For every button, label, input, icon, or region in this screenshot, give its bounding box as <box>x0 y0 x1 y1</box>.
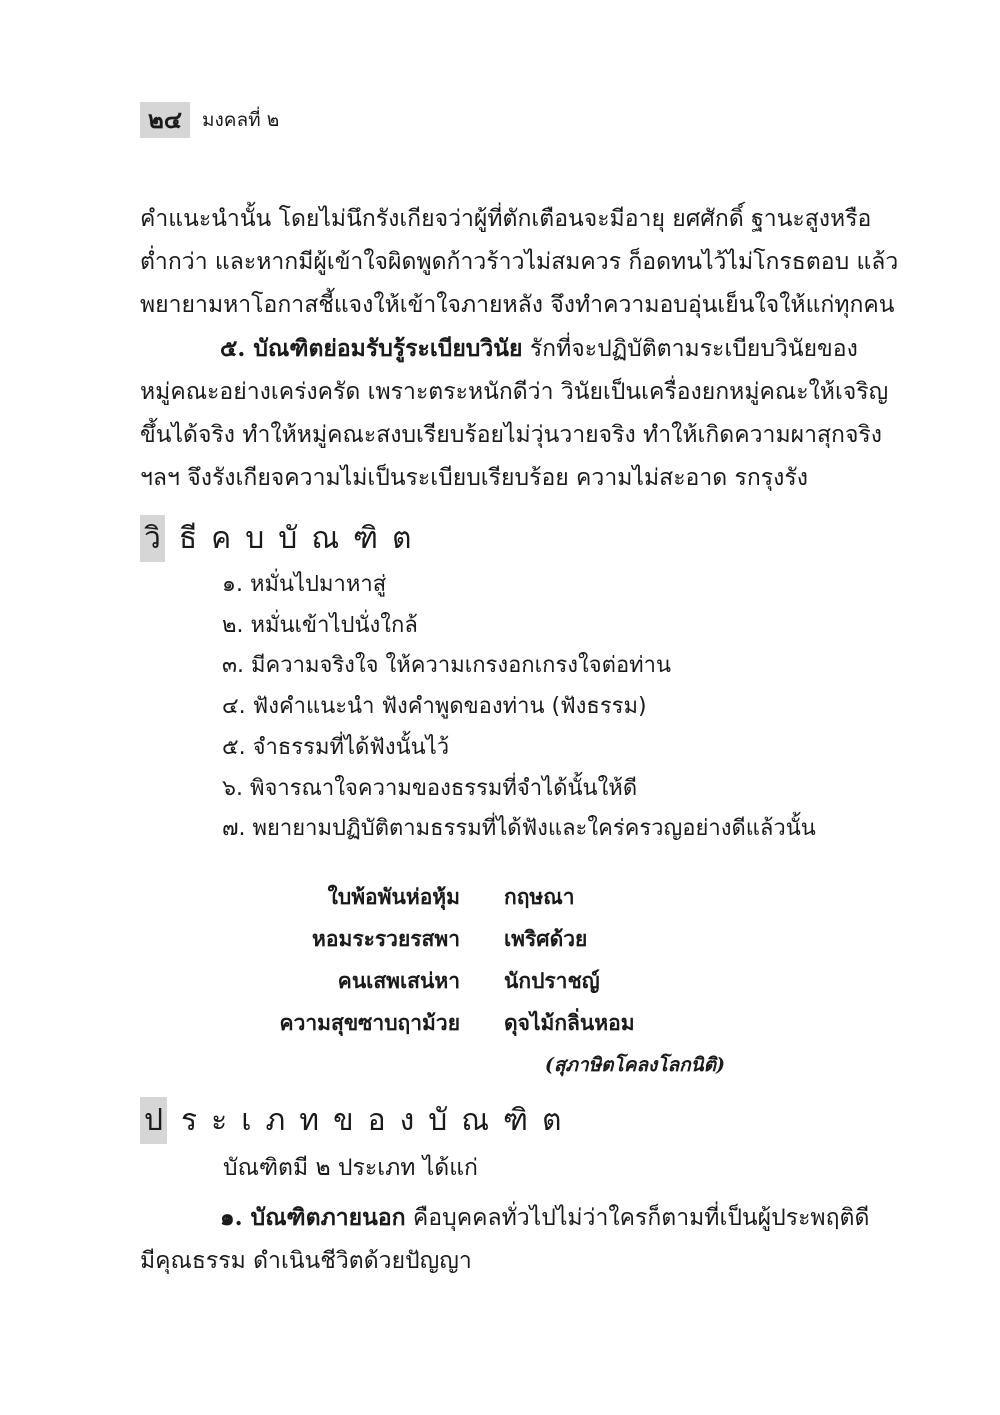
chapter-title: มงคลที่ ๒ <box>201 109 280 131</box>
poem-row <box>262 918 635 960</box>
poem-line-right: นักปราชญ์ <box>504 967 600 993</box>
poem-row <box>262 876 635 918</box>
list-item: ๗. พยายามปฏิบัติตามธรรมที่ได้ฟังและใคร่ครวญอย่างดีแล้วนั้น <box>222 816 816 842</box>
list-item: ๕. จำธรรมที่ได้ฟังนั้นไว้ <box>222 734 450 760</box>
poem-line-left: หอมระรวยรสพา <box>312 925 460 951</box>
poem-line-right: ดุจไม้กลิ่นหอม <box>504 1009 635 1035</box>
list-item: ๒. หมั่นเข้าไปนั่งใกล้ <box>222 612 418 638</box>
poem-source: (สุภาษิตโคลงโลกนิติ) <box>544 1054 725 1076</box>
text-run: รักที่จะปฏิบัติตามระเบียบวินัยของ <box>522 336 858 362</box>
text-line <box>140 327 858 371</box>
text-run: คือบุคคลทั่วไปไม่ว่าใครก็ตามที่เป็นผู้ประพฤติดี <box>405 1205 870 1231</box>
section-title: ระเภทของบัณฑิต <box>181 1102 576 1138</box>
section-heading-how-to-associate <box>140 516 426 560</box>
page-number: ๒๔ <box>140 102 190 138</box>
text-line <box>140 1196 870 1240</box>
text-line: คำแนะนำนั้น โดยไม่นึกรังเกียจว่าผู้ที่ตักเตือนจะมีอายุ ยศศักดิ์ ฐานะสูงหรือ <box>140 206 872 232</box>
text-line: มีคุณธรรม ดำเนินชีวิตด้วยปัญญา <box>140 1248 472 1274</box>
intro-line <box>140 1147 835 1190</box>
paragraph-discipline <box>140 327 889 500</box>
text-line: พยายามหาโอกาสชี้แจงให้เข้าใจภายหลัง จึงทำความอบอุ่นเย็นใจให้แก่ทุกคน <box>140 292 895 318</box>
poem-line-left: ความสุขซาบฤาม้วย <box>279 1009 460 1035</box>
text-line: ฯลฯ จึงรังเกียจความไม่เป็นระเบียบเรียบร้อย ความไม่สะอาด รกรุงรัง <box>140 465 808 491</box>
section-heading-types-of-wise <box>140 1098 576 1142</box>
poem-line-right: เพริศด้วย <box>504 925 588 951</box>
text-line: ต่ำกว่า และหากมีผู้เข้าใจผิดพูดก้าวร้าวไม่สมควร ก็อดทนไว้ไม่โกรธตอบ แล้ว <box>140 249 899 275</box>
list-item: ๓. มีความจริงใจ ให้ความเกรงอกเกรงใจต่อท่าน <box>222 653 672 679</box>
list-item: ๖. พิจารณาใจความของธรรมที่จำได้นั้นให้ดี <box>222 775 638 801</box>
section-title: ธีคบบัณฑิต <box>178 520 426 556</box>
text-line: ขึ้นได้จริง ทำให้หมู่คณะสงบเรียบร้อยไม่วุ่นวายจริง ทำให้เกิดความผาสุกจริง <box>140 422 883 448</box>
poem-row <box>262 1002 635 1044</box>
text-line: หมู่คณะอย่างเคร่งครัด เพราะตระหนักดีว่า วินัยเป็นเครื่องยกหมู่คณะให้เจริญ <box>140 379 889 405</box>
poem <box>262 876 635 1044</box>
paragraph-continuation <box>140 198 899 327</box>
paragraph-outer-wise <box>140 1196 870 1283</box>
page-header <box>140 102 279 138</box>
poem-row <box>262 960 635 1002</box>
poem-line-right: กฤษณา <box>504 883 575 909</box>
text-line: บัณฑิตมี ๒ ประเภท ได้แก่ <box>223 1155 478 1181</box>
steps-list <box>222 565 816 850</box>
paragraph-heading: ๕. บัณฑิตย่อมรับรู้ระเบียบวินัย <box>220 335 523 362</box>
section-initial: วิ <box>140 515 165 562</box>
list-item: ๔. ฟังคำแนะนำ ฟังคำพูดของท่าน (ฟังธรรม) <box>222 694 647 720</box>
poem-line-left: คนเสพเสน่หา <box>337 967 460 993</box>
paragraph-heading: ๑. บัณฑิตภายนอก <box>220 1204 406 1231</box>
list-item: ๑. หมั่นไปมาหาสู่ <box>222 572 387 597</box>
poem-line-left: ใบพ้อพันห่อหุ้ม <box>327 883 460 909</box>
section-initial: ป <box>140 1097 167 1144</box>
